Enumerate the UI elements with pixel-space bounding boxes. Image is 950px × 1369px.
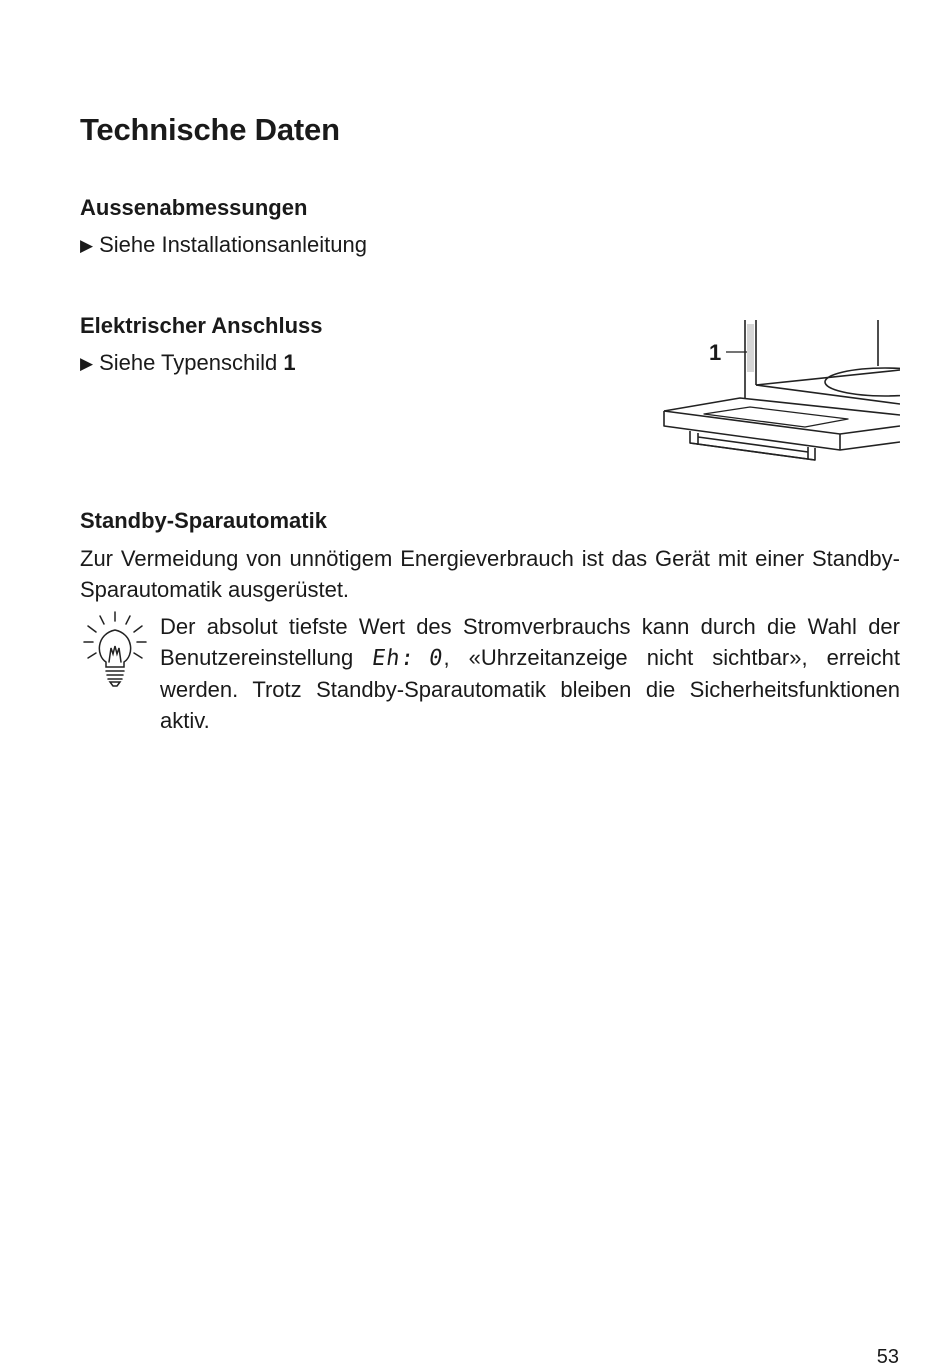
heading-electrical: Elektrischer Anschluss bbox=[80, 313, 323, 338]
triangle-right-icon: ▶ bbox=[80, 354, 94, 373]
note-text-before: Der absolut tiefste Wert des Stromverbrauchs kann durch die Wahl der Benutzereinstellung bbox=[160, 614, 900, 670]
standby-note bbox=[160, 611, 900, 736]
display-setting-code: Eh: 0 bbox=[370, 646, 446, 671]
bullet-electrical-ref: 1 bbox=[283, 350, 296, 375]
bullet-dimensions bbox=[80, 232, 367, 258]
bullet-electrical bbox=[80, 350, 296, 376]
heading-standby: Standby-Sparautomatik bbox=[80, 508, 327, 533]
figure-callout-label: 1 bbox=[709, 340, 722, 365]
heading-dimensions: Aussenabmessungen bbox=[80, 195, 308, 220]
bullet-dimensions-text: Siehe Installationsanleitung bbox=[99, 232, 367, 257]
page-number: 53 bbox=[876, 1346, 899, 1368]
standby-paragraph: Zur Vermeidung von unnötigem Energieverbrauch ist das Gerät mit einer Standby-Sparautomatik ausgerüstet. bbox=[80, 546, 900, 602]
lightbulb-icon bbox=[82, 610, 148, 690]
appliance-illustration bbox=[660, 318, 900, 473]
page-title: Technische Daten bbox=[80, 112, 340, 147]
triangle-right-icon: ▶ bbox=[80, 236, 94, 255]
bullet-electrical-text: Siehe Typenschild bbox=[99, 350, 284, 375]
note-text-after: , «Uhrzeitanzeige nicht sichtbar», erreicht werden. Trotz Standby-Sparautomatik bleiben die Sicherheitsfunktionen aktiv. bbox=[160, 645, 900, 733]
